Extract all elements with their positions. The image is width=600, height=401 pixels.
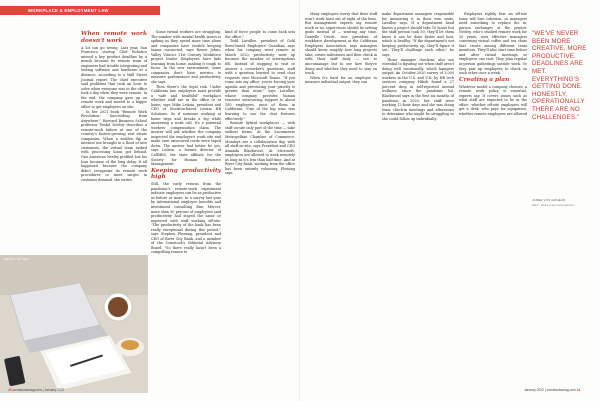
folio-text-right: January 2022 | comstocksmag.com — [524, 388, 576, 392]
pull-quote: "WE'VE NEVER BEEN MORE CREATIVE, MORE PRODUCTIVE. DEADLINES ARE MET. EVERYTHING'S GETTING DONE. HONESTLY, OPERATIONALLY THERE ARE NO CHALLENGES." — [532, 30, 587, 121]
page-number-left: 40 — [8, 388, 12, 392]
photo-credit: PHOTO: ISTOCK — [4, 257, 29, 261]
paragraph: Remote hybrid workplaces — with staff on-site only part of the time — take endless forms. At the Sacramento Metropolitan Chamber of Commerce, Mondays are a collaboration day, with all staff on-site, says President and CEO Amanda Blackwood. At Microsoft, employees are allowed to work remotely as long as it's less than half time. And at River City Bank, working from the office has been entirely voluntary, Fleming says. — [225, 121, 295, 176]
paragraph: A lot can go wrong. Last year, San Francisco startup Chef Robotics missed a key product deadline by a month because its remote team of engineers had trouble integrating and testing software and hardware at a distance, according to a Wall Street Journal report. The chief executive said problems that took an hour to solve when everyone was in the office took a day when they were remote. In the end, the company gave up on remote work and moved to a bigger office to get employees on site. — [81, 45, 147, 109]
paragraph: Many employers worry that their staff won't work hard out of sight of the boss. But management experts say remote work or no, supervisors should be setting goals instead of — wasting any time. Danielle Devitt, vice president of workforce development at the California Employers Association, says managers should know roughly how long projects take, create milestones and then check in with their staff daily — not to micromanage but to see how they're doing and whether they need to stay on track. — [305, 12, 377, 76]
section-tab-label: WORKPLACE & EMPLOYMENT LAW — [28, 8, 109, 13]
right-column-3 — [459, 12, 527, 117]
paragraph: Employers rightly fear an off-site team will lose cohesion, so managers need something to replace the in-person exchanges at the printer. Neeley, who's studied remote work for 20 years, sees effective managers convening virtual coffee and tea chats that create among different team members. They'll also start time before and after virtual meetings so employees can visit. They plan regular in-person gatherings outside work. Or they pair up employees to check on each other once a week. — [459, 12, 527, 76]
left-folio — [8, 388, 64, 392]
left-column-2 — [151, 30, 221, 255]
right-column-2 — [382, 12, 454, 122]
right-column-1 — [305, 12, 377, 85]
paragraph: make department managers responsible for measuring it in their own units, Lavallee says. If a department head knows a project should take 10 hours but the staff person took 50, they'll let them know it can be done faster and how, which is healthy. "If the department's not keeping productivity up, they'll figure it out. They'll challenge each other," he says. — [382, 12, 454, 57]
subhead-remote-work: When remote work doesn't work — [81, 31, 147, 44]
paragraph: Still, the early returns from the pandemic's remote-work experiment indicate employees can be as productive as before or more. In a survey last year by international employee benefits and investment consulting firm Mercer, more than 90 percent of employees said productivity had stayed the same or improved with staff working off-site. "The productivity of the bank has been really exceptional during this period," says Stephen Fleming, president and CEO of River City Bank, and a member of the Comstock's Editorial Advisory Board. "So there really hasn't been a compelling reason to — [151, 182, 221, 255]
page-number-right: 41 — [576, 388, 581, 392]
subhead-plan: Creating a plan — [459, 76, 510, 83]
paragraph: In her 2021 book "Remote Work Revolution: Succeeding from Anywhere," Harvard Business School professor Tsedal Neeley describes a remote-work failure at one of the country's fastest-growing real estate companies. When a sudden dip in internet use brought in a flood of new customers, the virtual team tasked with processing loans got behind. One American Neeley profiled lost his loan because of the long delay. It all happened because the company didn't reorganize its remote work procedures to meet surges in customer demand, she writes. — [81, 109, 147, 182]
paragraph: Whatever model a company chooses, a remote work policy is essential, experts say. It covers issues such as what staff are expected to be in the office, whether off-site employees will get a desk, who pays for equipment, whether remote employees are allowed — [459, 84, 527, 117]
paragraph: Todd Lavallee, president of Gold River-based Employers' Guardian, says when his company went remote in March 2020, productivity went up because the number of interruptions fell. Instead of stopping to visit or answer a coworker's questions, staff with a question learned to send chat requests over Microsoft Teams. "If you come into my office, you're forcing your agenda and preventing your priority is greater than mine," says Lavallee, whose company provides human resource outsourcing support to about 150 employees, most of them in California. "One of the big wins was learning to use the chat features effectively." — [225, 39, 295, 121]
paragraph: When it's hard for an employer to measure individual output, they can — [305, 75, 377, 85]
right-folio — [524, 388, 580, 392]
desk-photo-illustration — [0, 255, 148, 393]
desk-photo — [0, 255, 148, 393]
pull-quote-attribution-name: JANNE VON GOGEAN — [532, 198, 566, 202]
left-column-1 — [81, 30, 147, 182]
pull-quote-attribution-role: CEO, Seed Communications — [532, 203, 574, 207]
folio-text-left: comstocksmag.com | January 2022 — [12, 388, 65, 392]
paragraph: Those manager checkins also are essential to figuring out when staff aren't doing well emotionally, which hampers output. An October 2020 survey of 3,000 workers in the U.S. and U.K. by HR tech services company Hibob found a 27 percent drop in self-reported mental wellness since the pandemic hit. Blackwood says in the first six months of pandemic in 2020, her staff were working 12-hour days and she was doing team check-in meetings and afternoons to determine who might be struggling so she could follow up individually. — [382, 57, 454, 121]
paragraph: Some virtual workers are struggling. The number with mental health issues is spiking as they spend more time alone and companies have trouble keeping teams connected, says Renee Johns, Valley Vision's 21st Century Workforce project leader. Employees have kids learning from home, making it tough to focus. In the new environment, some companies don't have metrics to measure performance and productivity, she says. — [151, 30, 221, 85]
paragraph: kind of force people to come back into the office." — [225, 30, 295, 39]
section-tab — [0, 6, 160, 15]
subhead-productivity: Keeping productivity high — [151, 167, 221, 181]
left-column-3 — [225, 30, 295, 176]
paragraph: Then there's the legal risk. Under California law, employers must provide a "safe and healthful" workplace whether staff are at the office or at home, says Mike Letizia, president and CEO of Stockton-based Letizia HR Solutions. So if someone working at home trips and breaks a leg while answering a work call, it's a potential workers' compensation claim. The insurer will ask whether the company inspected the employee's work site and made sure unsecured cords were taped down. The answer had better be yes, says Letizia, a former director of CalHRM, the state affiliate for the Society for Human Resource Management. — [151, 84, 221, 167]
right-page — [300, 0, 600, 401]
